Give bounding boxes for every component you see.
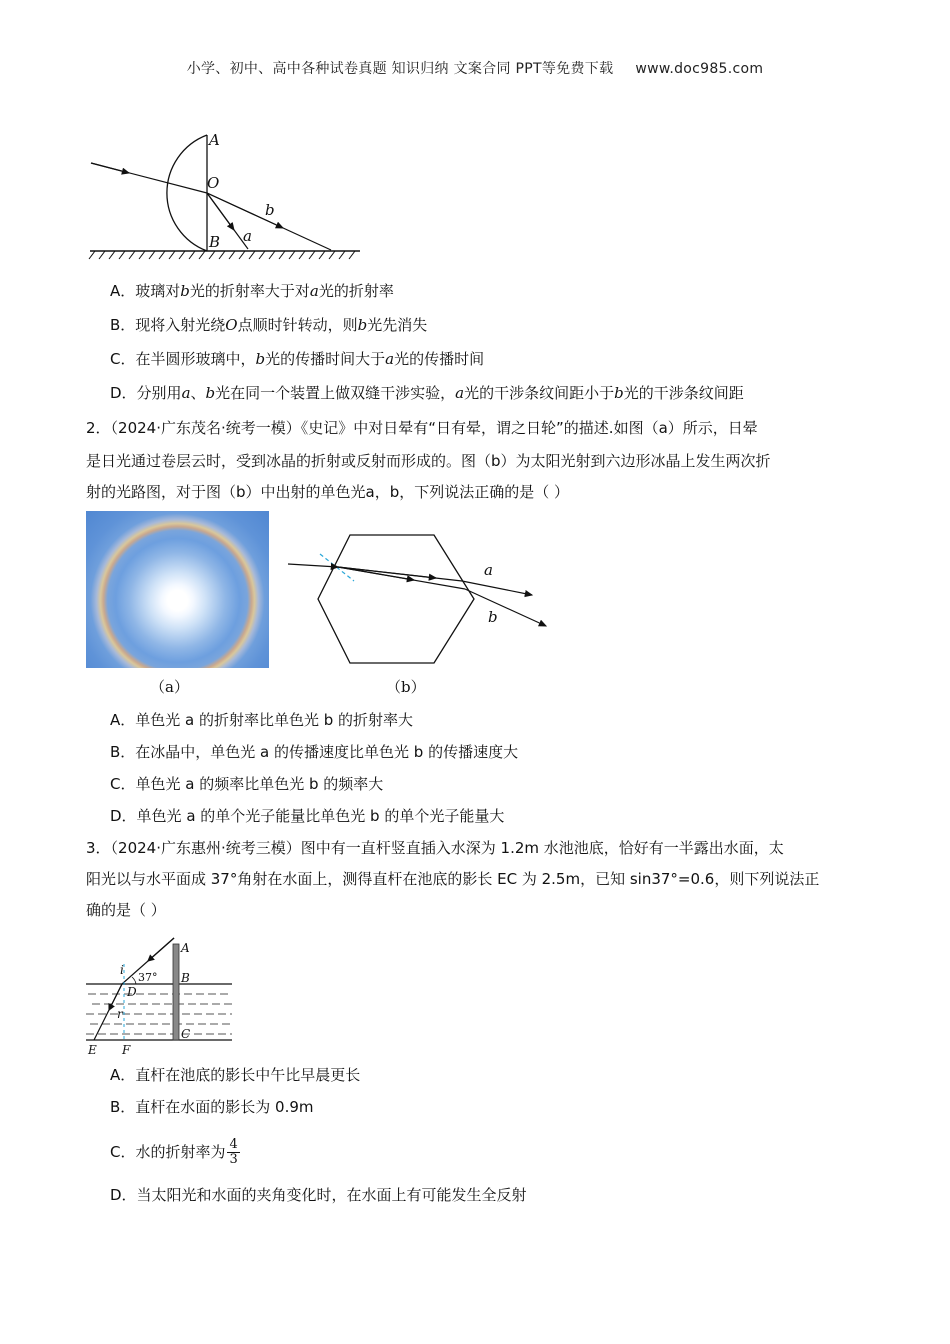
label-D: D — [127, 985, 137, 999]
q1a-var1: b — [180, 282, 190, 300]
q1-option-b[interactable] — [110, 314, 427, 336]
label-ray-b: b — [488, 608, 498, 626]
sun-halo-photo — [86, 511, 269, 668]
incident-arrow — [91, 163, 129, 173]
q3-option-a[interactable]: A．直杆在池底的影长中午比早晨更长 — [110, 1066, 361, 1084]
q1b-text1: B．现将入射光绕 — [110, 316, 226, 334]
semicircle-outline — [167, 135, 207, 251]
label-r: r — [117, 1007, 123, 1021]
hexagon — [318, 535, 474, 663]
q2-option-d[interactable]: D．单色光 a 的单个光子能量比单色光 b 的单个光子能量大 — [110, 807, 505, 825]
q2-option-b[interactable]: B．在冰晶中，单色光 a 的传播速度比单色光 b 的传播速度大 — [110, 743, 519, 761]
q2-option-a[interactable]: A．单色光 a 的折射率比单色光 b 的折射率大 — [110, 711, 414, 729]
q2-stem-line2: 是日光通过卷层云时，受到冰晶的折射或反射而形成的。图（b）为太阳光射到六边形冰晶上发生两次折 — [86, 452, 771, 470]
inside-ray-a-arrow — [338, 567, 436, 578]
q2-stem-line1: 2．（2024·广东茂名·统考一模）《史记》中对日晕有“日有晕，谓之日轮”的描述.如图（a）所示，日晕 — [86, 419, 758, 437]
q1c-var2: a — [385, 350, 395, 368]
q1d-text3: 光在同一个装置上做双缝干涉实验， — [215, 384, 456, 402]
q1c-text3: 光的传播时间 — [394, 350, 485, 368]
incident-ray — [288, 564, 338, 567]
q3-option-c[interactable] — [110, 1138, 240, 1167]
q1a-text1: A．玻璃对 — [110, 282, 181, 300]
q1a-text2: 光的折射率大于对 — [189, 282, 310, 300]
q1-option-c[interactable] — [110, 348, 484, 370]
sun-ray-arrow — [148, 938, 174, 961]
q1a-text3: 光的折射率 — [318, 282, 394, 300]
caption-b: （b） — [386, 678, 426, 696]
q1d-text4: 光的干涉条纹间距小于 — [464, 384, 615, 402]
figure-pole-in-water — [84, 934, 244, 1060]
q1d-var1: a — [181, 384, 191, 402]
fraction-numerator: 4 — [229, 1137, 238, 1152]
pole — [173, 944, 179, 1040]
q1-option-d[interactable] — [110, 382, 744, 404]
q1c-text1: C．在半圆形玻璃中， — [110, 350, 256, 368]
q2-option-c[interactable]: C．单色光 a 的频率比单色光 b 的频率大 — [110, 775, 384, 793]
label-F: F — [122, 1043, 131, 1057]
label-angle-37: 37° — [138, 971, 158, 984]
q3c-text: C．水的折射率为 — [110, 1143, 226, 1161]
label-a: a — [243, 227, 252, 245]
q2-stem-line3: 射的光路图，对于图（b）中出射的单色光a，b，下列说法正确的是（ ） — [86, 483, 570, 501]
label-A: A — [181, 941, 190, 955]
label-A: A — [209, 131, 220, 149]
label-B: B — [209, 233, 221, 251]
label-O: O — [207, 174, 220, 192]
ground-hatch — [89, 251, 355, 259]
fraction-4-3 — [227, 1138, 239, 1167]
exit-ray-b — [465, 589, 546, 626]
water-dashes — [86, 994, 232, 1034]
figure-semicircle-glass — [85, 125, 365, 265]
q1d-text1: D．分别用 — [110, 384, 182, 402]
q3-stem-line2: 阳光以与水平面成 37°角射在水面上，测得直杆在池底的影长 EC 为 2.5m，已知 sin37°=0.6，则下列说法正 — [86, 870, 820, 888]
label-i: i — [120, 963, 124, 977]
q1c-text2: 光的传播时间大于 — [265, 350, 386, 368]
q1d-var3: a — [455, 384, 465, 402]
angle-arc — [132, 977, 136, 984]
q1b-var2: b — [357, 316, 368, 334]
q3-stem-line3: 确的是（ ） — [86, 901, 166, 919]
page-header — [0, 58, 950, 78]
figure-hexagon-crystal — [284, 530, 554, 670]
q1-option-a[interactable] — [110, 280, 394, 302]
label-E: E — [88, 1043, 97, 1057]
label-b: b — [265, 201, 275, 219]
label-B: B — [181, 971, 190, 985]
q1d-var4: b — [614, 384, 624, 402]
q1d-text2: 、 — [190, 384, 206, 402]
q1b-text3: 光先消失 — [367, 316, 428, 334]
header-url[interactable]: www.doc985.com — [635, 61, 764, 77]
q3-stem-line1: 3．（2024·广东惠州·统考三模）图中有一直杆竖直插入水深为 1.2m 水池池底，恰好有一半露出水面，太 — [86, 839, 784, 857]
q1b-var1: O — [225, 316, 238, 334]
label-ray-a: a — [484, 561, 493, 579]
q1d-text5: 光的干涉条纹间距 — [623, 384, 744, 402]
header-text: 小学、初中、高中各种试卷真题 知识归纳 文案合同 PPT等免费下载 — [186, 61, 614, 77]
q1c-var1: b — [255, 350, 266, 368]
q3-option-d[interactable]: D．当太阳光和水面的夹角变化时，在水面上有可能发生全反射 — [110, 1186, 527, 1204]
q1a-var2: a — [309, 282, 319, 300]
label-C: C — [181, 1027, 191, 1041]
caption-a: （a） — [150, 678, 189, 696]
q3-option-b[interactable]: B．直杆在水面的影长为 0.9m — [110, 1098, 314, 1116]
fraction-denominator: 3 — [229, 1152, 238, 1167]
q1b-text2: 点顺时针转动，则 — [237, 316, 358, 334]
q1d-var2: b — [205, 384, 216, 402]
